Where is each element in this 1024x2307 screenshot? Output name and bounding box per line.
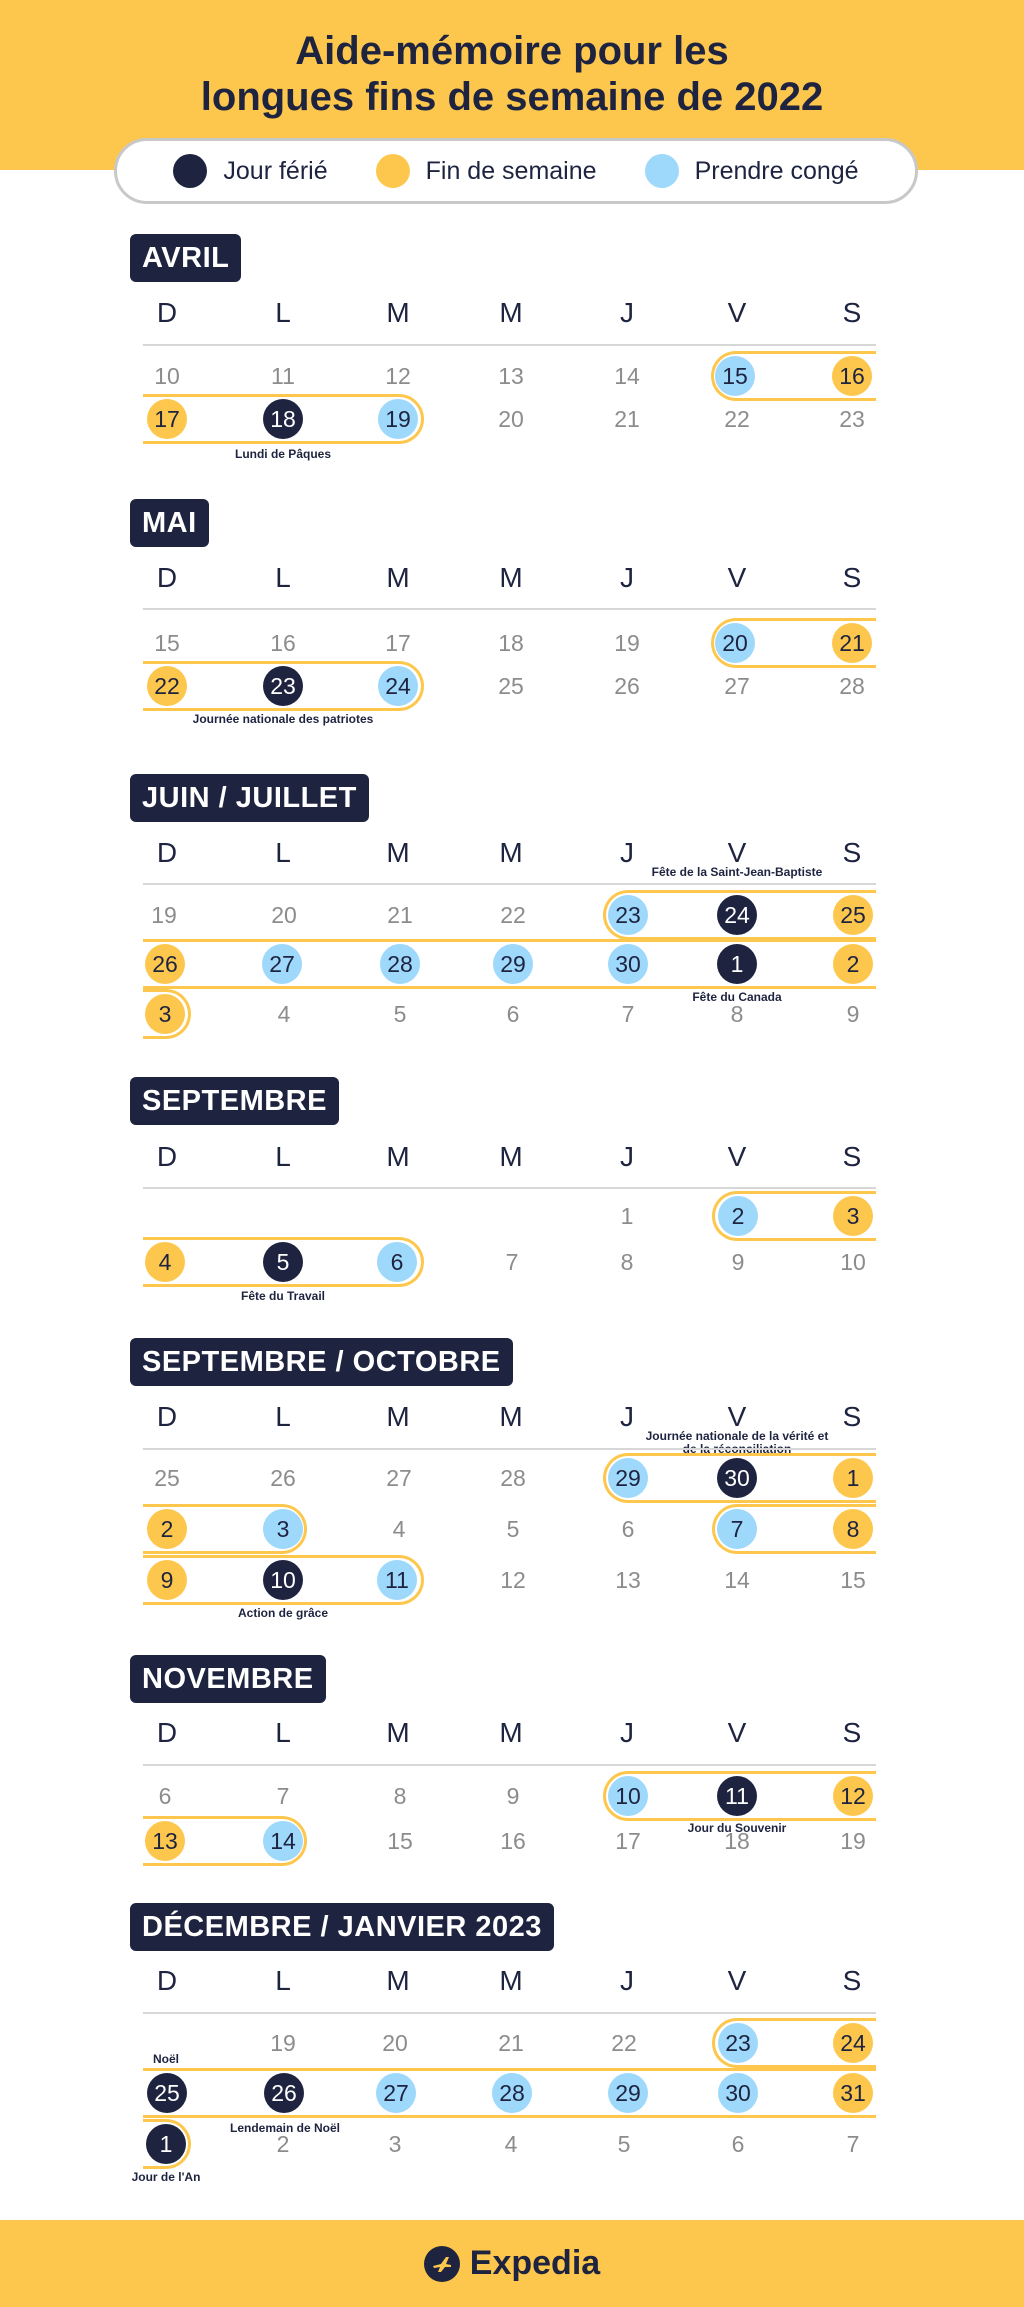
divider — [143, 1448, 876, 1450]
day-cell: 11 — [377, 1560, 417, 1600]
day-cell: 27 — [386, 1465, 412, 1491]
month-mai: MAI — [130, 499, 209, 547]
weekday: J — [620, 1965, 634, 1996]
divider — [143, 344, 876, 346]
weekday: D — [156, 562, 178, 593]
day-cell: 13 — [498, 363, 524, 389]
weekday: M — [386, 297, 410, 328]
holiday-label: Noël — [152, 2052, 179, 2066]
weekday: S — [842, 562, 862, 593]
day-cell: 4 — [392, 1516, 406, 1542]
day-cell: 20 — [498, 406, 524, 432]
day-cell: 2 — [147, 1509, 187, 1549]
day-cell: 21 — [832, 623, 872, 663]
day-cell: 25 — [147, 2073, 187, 2113]
day-cell: 6 — [731, 2131, 745, 2157]
day-cell: 24 — [833, 2023, 873, 2063]
day-cell: 19 — [840, 1828, 866, 1854]
day-cell: 30 — [608, 944, 648, 984]
holiday-label: Lundi de Pâques — [234, 447, 331, 461]
day-cell: 3 — [388, 2131, 402, 2157]
weekday: L — [275, 1141, 291, 1172]
weekday: S — [842, 837, 862, 868]
weekday: L — [275, 297, 291, 328]
day-cell: 13 — [145, 1821, 185, 1861]
day-cell: 25 — [498, 673, 524, 699]
weekday: V — [727, 562, 747, 593]
day-cell: 3 — [263, 1509, 303, 1549]
day-cell: 17 — [147, 399, 187, 439]
day-cell: 30 — [717, 1458, 757, 1498]
day-cell: 5 — [393, 1001, 407, 1027]
day-cell: 20 — [715, 623, 755, 663]
weekday: M — [386, 1717, 410, 1748]
holiday-label: Fête du Travail — [240, 1289, 326, 1303]
day-cell: 21 — [387, 902, 413, 928]
day-cell: 4 — [145, 1242, 185, 1282]
month-decembre-janvier: DÉCEMBRE / JANVIER 2023 — [130, 1903, 554, 1951]
holiday-label: Lendemain de Noël — [229, 2121, 341, 2135]
day-cell: 6 — [506, 1001, 520, 1027]
weekday: D — [156, 1401, 178, 1432]
day-cell: 23 — [718, 2023, 758, 2063]
day-cell: 19 — [270, 2030, 296, 2056]
weekday: J — [620, 1401, 634, 1432]
day-cell: 19 — [151, 902, 177, 928]
day-cell: 10 — [263, 1560, 303, 1600]
weekday: V — [727, 1141, 747, 1172]
legend-weekend — [376, 154, 597, 188]
day-cell: 4 — [504, 2131, 518, 2157]
day-cell: 30 — [718, 2073, 758, 2113]
weekday: M — [499, 297, 523, 328]
day-cell: 27 — [262, 944, 302, 984]
month-avril: AVRIL — [130, 234, 241, 282]
holiday-label: Fête de la Saint-Jean-Baptiste — [651, 865, 823, 879]
day-cell: 23 — [608, 895, 648, 935]
day-cell: 26 — [614, 673, 640, 699]
day-cell: 13 — [615, 1567, 641, 1593]
day-cell: 27 — [724, 673, 750, 699]
day-cell: 12 — [500, 1567, 526, 1593]
day-cell: 9 — [846, 1001, 860, 1027]
day-cell: 20 — [271, 902, 297, 928]
day-cell: 24 — [717, 895, 757, 935]
day-cell: 8 — [393, 1783, 407, 1809]
day-cell: 21 — [614, 406, 640, 432]
day-cell: 15 — [840, 1567, 866, 1593]
weekday: M — [499, 1717, 523, 1748]
weekday: L — [275, 837, 291, 868]
day-cell: 6 — [377, 1242, 417, 1282]
day-cell: 9 — [506, 1783, 520, 1809]
day-cell: 12 — [385, 363, 411, 389]
legend-leave-label: Prendre congé — [694, 156, 859, 185]
day-cell: 1 — [620, 1203, 634, 1229]
day-cell: 18 — [724, 1828, 750, 1854]
day-cell: 8 — [620, 1249, 634, 1275]
weekday: V — [727, 1401, 747, 1432]
weekday: S — [842, 1141, 862, 1172]
weekday: S — [842, 1965, 862, 1996]
holiday-label: Jour du Souvenir — [687, 1821, 787, 1835]
divider — [143, 608, 876, 610]
weekday: M — [499, 1965, 523, 1996]
day-cell: 29 — [608, 2073, 648, 2113]
weekday: M — [386, 1965, 410, 1996]
weekday: D — [156, 1141, 178, 1172]
day-cell: 2 — [833, 944, 873, 984]
day-cell: 12 — [833, 1776, 873, 1816]
day-cell: 7 — [505, 1249, 519, 1275]
weekday: J — [620, 837, 634, 868]
day-cell: 27 — [376, 2073, 416, 2113]
weekday: M — [499, 837, 523, 868]
day-cell: 3 — [145, 994, 185, 1034]
day-cell: 28 — [492, 2073, 532, 2113]
holiday-dot-icon — [173, 154, 207, 188]
day-cell: 22 — [724, 406, 750, 432]
weekday: V — [727, 1717, 747, 1748]
page-title — [0, 28, 1024, 120]
weekday: J — [620, 562, 634, 593]
day-cell: 26 — [145, 944, 185, 984]
weekday: L — [275, 1965, 291, 1996]
day-cell: 5 — [263, 1242, 303, 1282]
title-line-2: longues fins de semaine de 2022 — [200, 75, 824, 119]
day-cell: 18 — [263, 399, 303, 439]
day-cell: 16 — [832, 356, 872, 396]
day-cell: 29 — [493, 944, 533, 984]
legend — [114, 138, 918, 204]
weekday: V — [727, 837, 747, 868]
weekday: L — [275, 562, 291, 593]
day-cell: 19 — [614, 630, 640, 656]
weekday: D — [156, 837, 178, 868]
day-cell: 7 — [846, 2131, 860, 2157]
day-cell: 22 — [611, 2030, 637, 2056]
weekday: S — [842, 297, 862, 328]
month-septembre-octobre: SEPTEMBRE / OCTOBRE — [130, 1338, 513, 1386]
legend-leave — [645, 154, 859, 188]
leave-dot-icon — [645, 154, 679, 188]
holiday-label: Journée nationale de la vérité et — [645, 1429, 829, 1443]
day-cell: 8 — [833, 1509, 873, 1549]
day-cell: 1 — [717, 944, 757, 984]
day-cell: 22 — [500, 902, 526, 928]
day-cell: 17 — [385, 630, 411, 656]
weekday: S — [842, 1401, 862, 1432]
month-septembre: SEPTEMBRE — [130, 1077, 339, 1125]
day-cell: 11 — [271, 363, 295, 389]
day-cell: 10 — [840, 1249, 866, 1275]
day-cell: 2 — [718, 1196, 758, 1236]
day-cell: 19 — [378, 399, 418, 439]
day-cell: 15 — [154, 630, 180, 656]
day-cell: 28 — [500, 1465, 526, 1491]
day-cell: 9 — [147, 1560, 187, 1600]
weekday: M — [386, 837, 410, 868]
footer — [0, 2220, 1024, 2307]
day-cell: 26 — [264, 2073, 304, 2113]
weekday: D — [156, 297, 178, 328]
weekday: M — [499, 562, 523, 593]
day-cell: 26 — [270, 1465, 296, 1491]
holiday-label: Fête du Canada — [692, 990, 782, 1004]
day-cell: 1 — [146, 2124, 186, 2164]
weekday: V — [727, 1965, 747, 1996]
legend-holiday — [173, 154, 327, 188]
month-novembre: NOVEMBRE — [130, 1655, 326, 1703]
divider — [143, 1764, 876, 1766]
legend-holiday-label: Jour férié — [223, 156, 328, 185]
weekday: M — [386, 1141, 410, 1172]
weekday: J — [620, 1717, 634, 1748]
day-cell: 14 — [614, 363, 640, 389]
day-cell: 5 — [617, 2131, 631, 2157]
day-cell: 16 — [500, 1828, 526, 1854]
weekday: M — [499, 1401, 523, 1432]
day-cell: 29 — [608, 1458, 648, 1498]
weekday: L — [275, 1717, 291, 1748]
divider — [143, 2012, 876, 2014]
day-cell: 14 — [263, 1821, 303, 1861]
day-cell: 20 — [382, 2030, 408, 2056]
weekday: M — [386, 562, 410, 593]
day-cell: 11 — [717, 1776, 757, 1816]
day-cell: 7 — [621, 1001, 635, 1027]
holiday-label: Action de grâce — [237, 1606, 329, 1620]
day-cell: 15 — [715, 356, 755, 396]
day-cell: 6 — [621, 1516, 635, 1542]
day-cell: 21 — [498, 2030, 524, 2056]
day-cell: 23 — [263, 666, 303, 706]
legend-weekend-label: Fin de semaine — [425, 156, 597, 185]
weekday: J — [620, 297, 634, 328]
day-cell: 5 — [506, 1516, 520, 1542]
day-cell: 1 — [833, 1458, 873, 1498]
divider — [143, 1187, 876, 1189]
title-line-1: Aide-mémoire pour les — [295, 29, 729, 73]
day-cell: 31 — [833, 2073, 873, 2113]
day-cell: 4 — [277, 1001, 291, 1027]
day-cell: 8 — [730, 1001, 744, 1027]
day-cell: 24 — [378, 666, 418, 706]
holiday-label: Jour de l'An — [131, 2170, 201, 2184]
day-cell: 9 — [731, 1249, 745, 1275]
day-cell: 18 — [498, 630, 524, 656]
day-cell: 2 — [276, 2131, 290, 2157]
day-cell: 7 — [276, 1783, 290, 1809]
weekday: D — [156, 1965, 178, 1996]
day-cell: 25 — [154, 1465, 180, 1491]
day-cell: 14 — [724, 1567, 750, 1593]
weekday: S — [842, 1717, 862, 1748]
weekday: L — [275, 1401, 291, 1432]
day-cell: 23 — [839, 406, 865, 432]
weekday: J — [620, 1141, 634, 1172]
day-cell: 15 — [387, 1828, 413, 1854]
day-cell: 16 — [270, 630, 296, 656]
divider — [143, 883, 876, 885]
weekday: M — [386, 1401, 410, 1432]
day-cell: 22 — [147, 666, 187, 706]
holiday-label: Journée nationale des patriotes — [192, 712, 374, 726]
weekday: D — [156, 1717, 178, 1748]
day-cell: 25 — [833, 895, 873, 935]
weekday: V — [727, 297, 747, 328]
weekend-dot-icon — [376, 154, 410, 188]
day-cell: 10 — [608, 1776, 648, 1816]
weekday: M — [499, 1141, 523, 1172]
day-cell: 7 — [717, 1509, 757, 1549]
month-juin-juillet: JUIN / JUILLET — [130, 774, 369, 822]
day-cell: 3 — [833, 1196, 873, 1236]
day-cell: 10 — [154, 363, 180, 389]
day-cell: 28 — [839, 673, 865, 699]
day-cell: 17 — [615, 1828, 641, 1854]
day-cell: 28 — [380, 944, 420, 984]
plane-logo-icon — [424, 2246, 460, 2282]
day-cell: 6 — [158, 1783, 172, 1809]
brand-logo: Expedia — [469, 2244, 601, 2282]
